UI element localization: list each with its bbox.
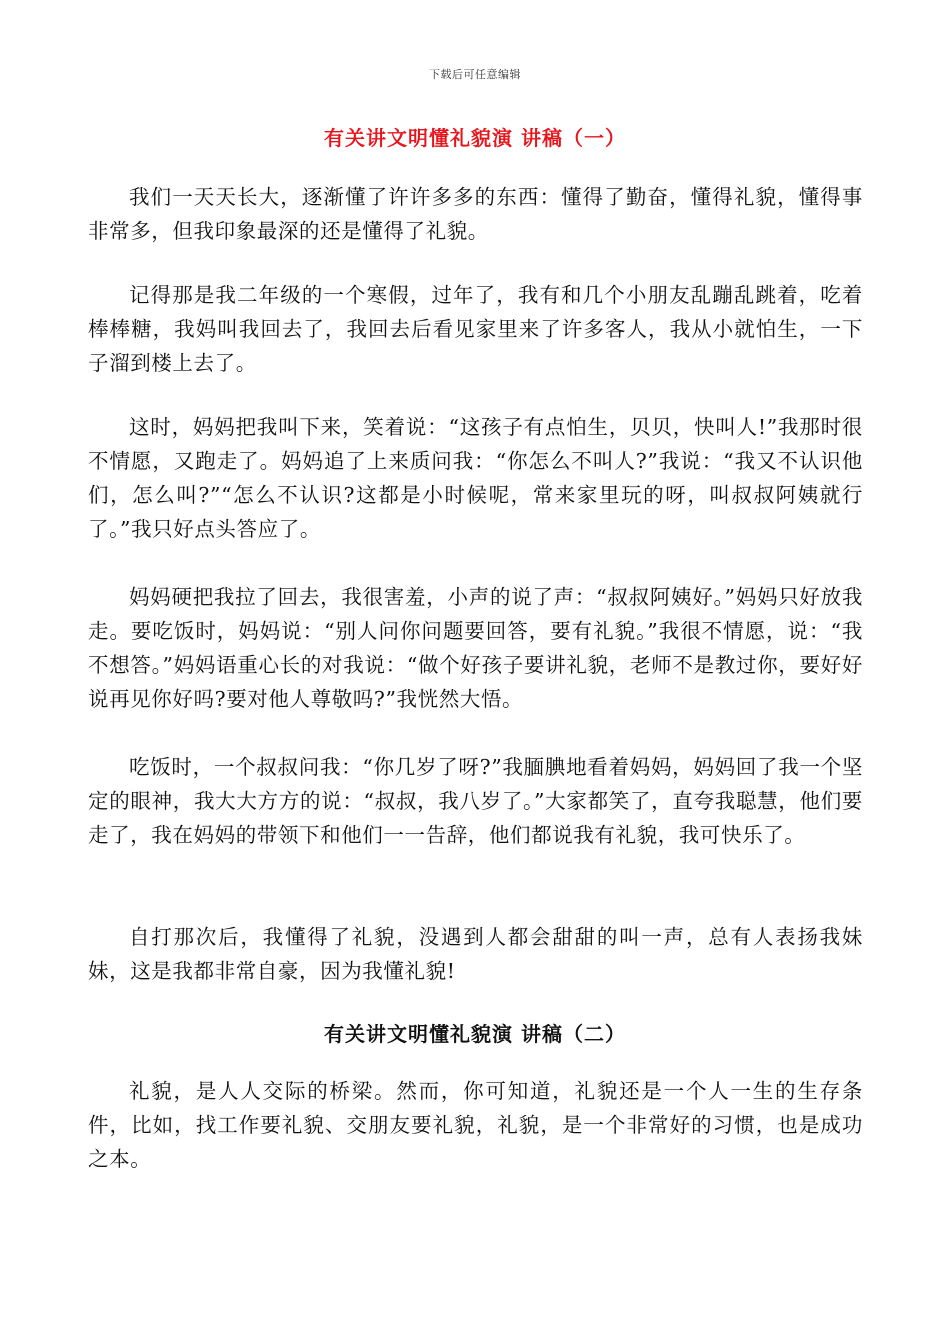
paragraph: 记得那是我二年级的一个寒假，过年了，我有和几个小朋友乱蹦乱跳着，吃着棒棒糖，我妈叫我回去了，我回去后看见家里来了许多客人，我从小就怕生，一下子溜到楼上去了。	[88, 283, 863, 375]
header-note: 下载后可任意编辑	[429, 68, 521, 81]
paragraph: 妈妈硬把我拉了回去，我很害羞，小声的说了声：“叔叔阿姨好。”妈妈只好放我走。要吃饭时，妈妈说：“别人问你问题要回答，要有礼貌。”我很不情愿，说：“我不想答。”妈妈语重心长的对我说：“做个好孩子要讲礼貌，老师不是教过你，要好好说再见你好吗?要对他人尊敬吗?”我恍然大悟。	[88, 585, 863, 711]
paragraph: 礼貌，是人人交际的桥梁。然而，你可知道，礼貌还是一个人一生的生存条件，比如，找工作要礼貌、交朋友要礼貌，礼貌，是一个非常好的习惯，也是成功之本。	[88, 1079, 863, 1171]
paragraph: 自打那次后，我懂得了礼貌，没遇到人都会甜甜的叫一声，总有人表扬我妹妹，这是我都非常自豪，因为我懂礼貌!	[88, 925, 863, 983]
paragraph: 吃饭时，一个叔叔问我：“你几岁了呀?”我腼腆地看着妈妈，妈妈回了我一个坚定的眼神，我大大方方的说：“叔叔，我八岁了。”大家都笑了，直夸我聪慧，他们要走了，我在妈妈的带领下和他们一一告辞，他们都说我有礼貌，我可快乐了。	[88, 755, 863, 847]
section-1-title: 有关讲文明懂礼貌演 讲稿（一）	[324, 126, 626, 150]
paragraph: 我们一天天长大，逐渐懂了许许多多的东西：懂得了勤奋，懂得礼貌，懂得事非常多，但我印象最深的还是懂得了礼貌。	[88, 185, 863, 243]
section-2-title: 有关讲文明懂礼貌演 讲稿（二）	[324, 1022, 626, 1046]
paragraph: 这时，妈妈把我叫下来，笑着说：“这孩子有点怕生，贝贝，快叫人!”我那时很不情愿，又跑走了。妈妈追了上来质问我：“你怎么不叫人?”我说：“我又不认识他们，怎么叫?”“怎么不认识?这都是小时候呢，常来家里玩的呀，叫叔叔阿姨就行了。”我只好点头答应了。	[88, 415, 863, 541]
